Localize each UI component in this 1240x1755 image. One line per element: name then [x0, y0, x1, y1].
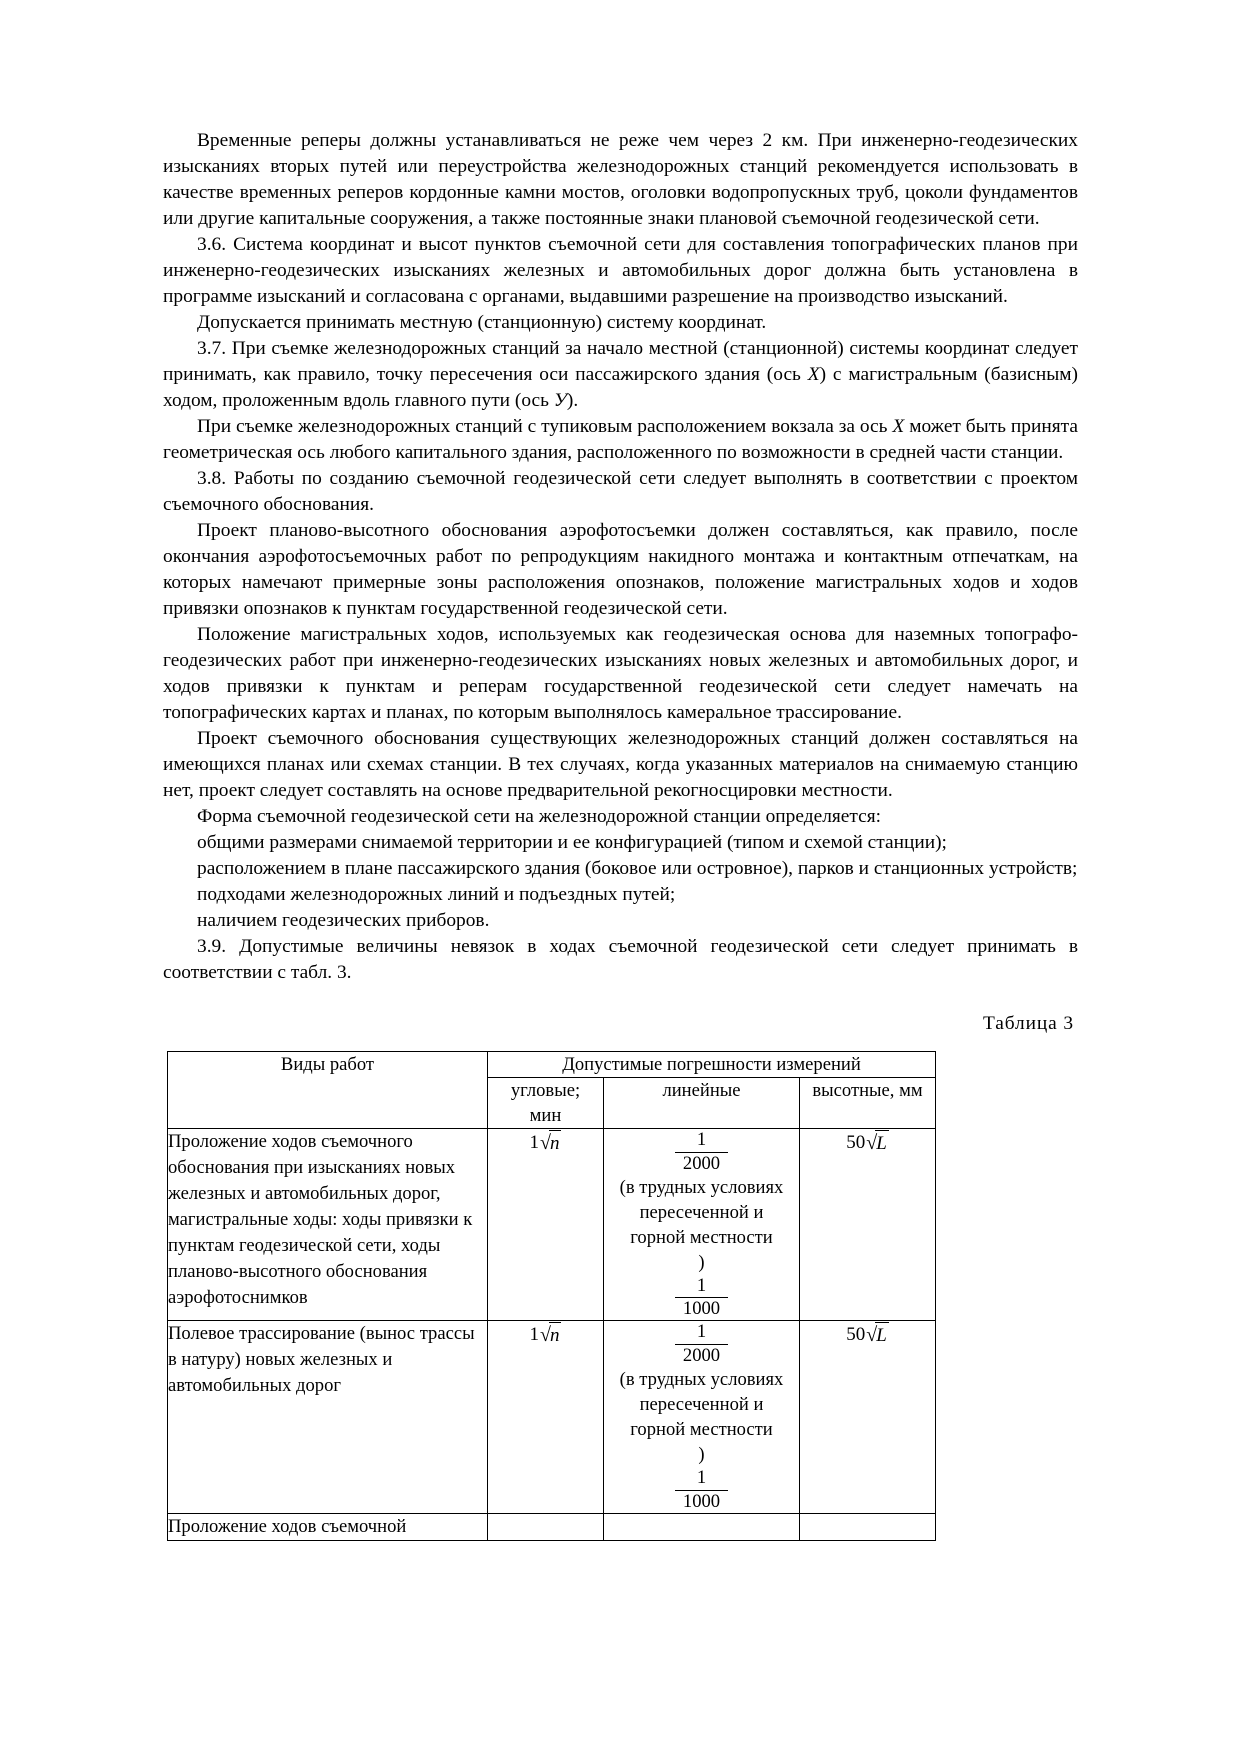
fraction-numerator: 1 [675, 1130, 728, 1153]
axis-x-symbol: X [892, 416, 905, 437]
angular-formula [530, 1129, 562, 1156]
list-item-approaches: подходами железнодорожных линий и подъездных путей; [197, 884, 676, 905]
radical-symbol: √ [540, 1132, 551, 1154]
table-cell-linear [604, 1321, 800, 1513]
linear-note-line-3: горной местности [630, 1226, 773, 1248]
sqrt-icon [539, 1321, 561, 1348]
table-cell-work: Проложение ходов съемочного обоснования при изысканиях новых железных и автомобильных дорог, магистральные ходы: ходы привязки к пунктам геодезической сети, ходы планово-высотного обоснования аэрофотоснимков [168, 1129, 488, 1321]
paragraph-aero-project: Проект планово-высотного обоснования аэрофотосъемки должен составляться, как правило, после окончания аэрофотосъемочных работ по репродукциям накидного монтажа и контактным отпечаткам, на которых намечают примерные зоны расположения опознаков, положение магистральных ходов и ходов привязки опознаков к пунктам государственной геодезической сети. [163, 520, 1078, 619]
table-header-angular-line1: угловые; [510, 1080, 581, 1101]
height-formula [846, 1129, 889, 1156]
linear-fraction-1 [675, 1322, 728, 1367]
linear-fraction-2 [675, 1468, 728, 1513]
linear-note-close-paren: ) [698, 1251, 705, 1273]
table-row [168, 1321, 936, 1513]
fraction-numerator: 1 [675, 1468, 728, 1491]
height-radicand: L [875, 1130, 889, 1156]
table-row [168, 1129, 936, 1321]
table-cell-height [800, 1321, 936, 1513]
sqrt-icon [865, 1129, 889, 1156]
linear-note-close-paren: ) [698, 1443, 705, 1465]
fraction-denominator: 2000 [682, 1345, 721, 1367]
table-header-linear: линейные [604, 1078, 800, 1129]
paragraph-3-8: 3.8. Работы по созданию съемочной геодезической сети следует выполнять в соответствии с проектом съемочного обоснования. [163, 468, 1078, 515]
linear-note-line-2: пересеченной и [639, 1393, 764, 1415]
linear-note-line-3: горной местности [630, 1418, 773, 1440]
radical-symbol: √ [866, 1324, 878, 1347]
paragraph-dead-end-suffix: может быть принята геометрическая ось любого капитального здания, расположенного по возможности в средней части станции. [163, 416, 1078, 463]
angular-coefficient: 1 [529, 1324, 539, 1346]
radical-symbol: √ [540, 1324, 551, 1347]
table-cell-work: Полевое трассирование (вынос трассы в натуру) новых железных и автомобильных дорог [168, 1321, 488, 1513]
table-header-group-tolerances: Допустимые погрешности измерений [488, 1052, 936, 1078]
list-item-instruments: наличием геодезических приборов. [197, 910, 490, 931]
table-header-row-top [168, 1052, 936, 1078]
paragraph-3-7-suffix: ). [566, 390, 579, 411]
table-header-angular-line2: мин [529, 1105, 562, 1126]
table-cell-angular [488, 1321, 604, 1513]
table-body [168, 1129, 936, 1541]
table-cell-height [800, 1129, 936, 1321]
height-formula [846, 1321, 889, 1348]
fraction-denominator: 1000 [682, 1298, 721, 1320]
angular-coefficient: 1 [529, 1132, 539, 1153]
axis-x-symbol: X [807, 364, 820, 385]
angular-radicand: n [549, 1130, 562, 1156]
list-item-layout: расположением в плане пассажирского здания (боковое или островное), парков и станционных устройств; [197, 858, 1078, 879]
paragraph-existing-stations: Проект съемочного обоснования существующих железнодорожных станций должен составляться на имеющихся планах или схемах станции. В тех случаях, когда указанных материалов на снимаемую станцию нет, проект следует составлять на основе предварительной рекогносцировки местности. [163, 728, 1078, 801]
linear-note-line-1: (в трудных условиях [619, 1176, 784, 1198]
fraction-numerator: 1 [675, 1276, 728, 1299]
angular-formula [530, 1321, 562, 1348]
list-item-dimensions: общими размерами снимаемой территории и ее конфигурацией (типом и схемой станции); [197, 832, 947, 853]
fraction-numerator: 1 [675, 1322, 728, 1345]
paragraph-3-6: 3.6. Система координат и высот пунктов съемочной сети для составления топографических планов при инженерно-геодезических изысканиях железных и автомобильных дорог должна быть установлена в программе изысканий и согласована с органами, выдавшими разрешение на производство изысканий. [163, 234, 1078, 307]
linear-fraction-2 [675, 1276, 728, 1321]
table-cell-height [800, 1513, 936, 1540]
paragraph-magistral: Положение магистральных ходов, используемых как геодезическая основа для наземных топографо-геодезических работ при инженерно-геодезических изысканиях новых железных и автомобильных дорог, и ходов привязки к пунктам и реперам государственной геодезической сети следует намечать на топографических картах и планах, по которым выполнялось камеральное трассирование. [163, 624, 1078, 723]
table-row [168, 1513, 936, 1540]
table-cell-linear [604, 1513, 800, 1540]
sqrt-icon [865, 1321, 889, 1348]
table-cell-angular [488, 1129, 604, 1321]
paragraph-3-7 [163, 336, 1078, 414]
linear-note-line-1: (в трудных условиях [619, 1368, 784, 1390]
radical-symbol: √ [866, 1132, 878, 1154]
table-header-angular [488, 1078, 604, 1129]
table-header [168, 1052, 936, 1129]
table-cell-angular [488, 1513, 604, 1540]
height-coefficient: 50 [846, 1324, 866, 1346]
paragraph-3-7-middle: ) с магистральным (базисным) ходом, проложенным вдоль главного пути (ось [163, 364, 1078, 411]
table-header-height: высотные, мм [800, 1078, 936, 1129]
paragraph-temp-benchmarks: Временные реперы должны устанавливаться не реже чем через 2 км. При инженерно-геодезических изысканиях вторых путей или переустройства железнодорожных станций рекомендуется использовать в качестве временных реперов кордонные камни мостов, оголовки водопропускных труб, цоколи фундаментов или другие капитальные сооружения, а также постоянные знаки плановой съемочной геодезической сети. [163, 130, 1078, 229]
paragraph-local-system: Допускается принимать местную (станционную) систему координат. [197, 312, 767, 333]
paragraph-form-intro: Форма съемочной геодезической сети на железнодорожной станции определяется: [197, 806, 882, 827]
fraction-denominator: 1000 [682, 1490, 721, 1512]
table-header-work-types: Виды работ [168, 1052, 488, 1129]
height-radicand: L [875, 1322, 889, 1348]
axis-y-symbol: У [553, 390, 567, 411]
sqrt-icon [539, 1129, 561, 1156]
linear-note-line-2: пересеченной и [639, 1201, 764, 1223]
linear-fraction-1 [675, 1130, 728, 1175]
paragraph-dead-end-prefix: При съемке железнодорожных станций с тупиковым расположением вокзала за ось [197, 416, 893, 437]
tolerance-table [167, 1051, 936, 1541]
table-cell-linear [604, 1129, 800, 1321]
paragraph-3-7-prefix: 3.7. При съемке железнодорожных станций за начало местной (станционной) системы координат следует принимать, как правило, точку пересечения оси пассажирского здания (ось [163, 338, 1078, 385]
paragraph-3-9: 3.9. Допустимые величины невязок в ходах съемочной геодезической сети следует принимать в соответствии с табл. 3. [163, 936, 1078, 983]
table-cell-work: Проложение ходов съемочной [168, 1513, 488, 1540]
height-coefficient: 50 [846, 1132, 866, 1153]
document-body [163, 128, 1078, 986]
angular-radicand: n [549, 1322, 562, 1348]
table-caption: Таблица 3 [982, 1013, 1074, 1034]
paragraph-dead-end [163, 414, 1078, 466]
fraction-denominator: 2000 [682, 1152, 721, 1174]
